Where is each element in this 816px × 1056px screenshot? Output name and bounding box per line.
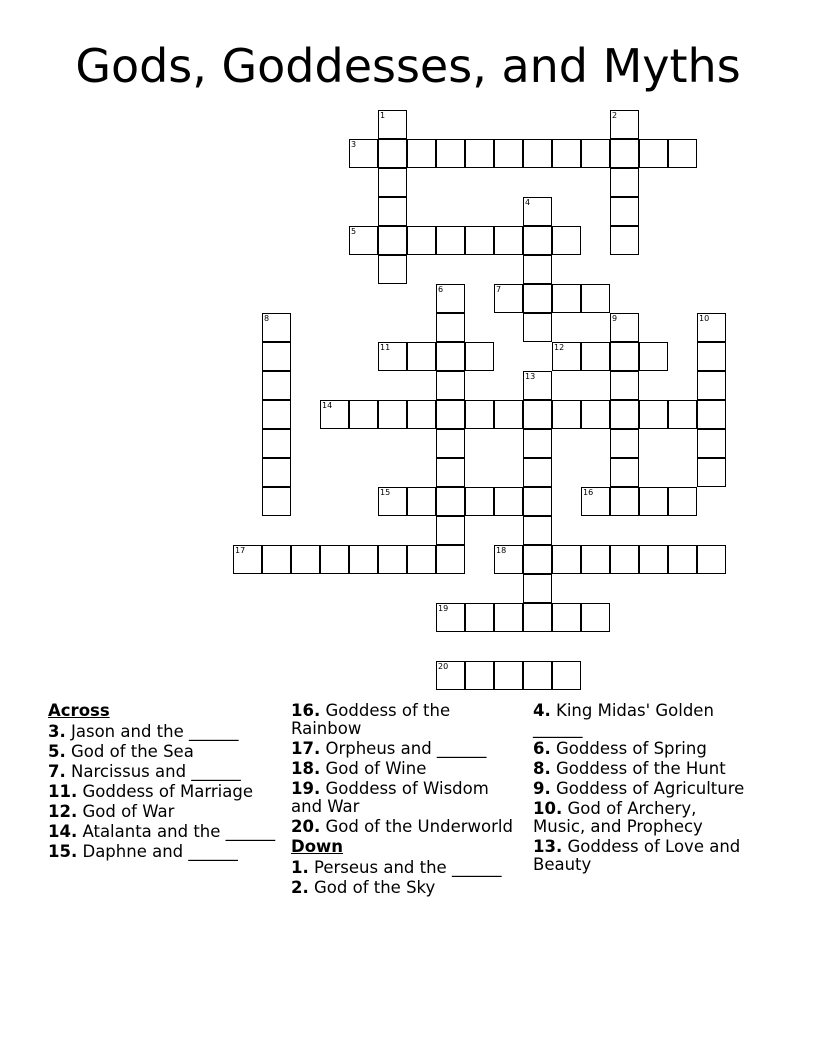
clues-column-1 — [48, 702, 276, 863]
grid-cell[interactable] — [639, 545, 668, 574]
clue-text: God of the Underworld — [325, 817, 513, 836]
grid-cell[interactable] — [262, 545, 291, 574]
clue-text: God of the Sea — [71, 742, 194, 761]
grid-cell[interactable] — [610, 226, 639, 255]
clue-number: 20 — [438, 662, 449, 671]
clue-number: 3 — [351, 140, 357, 149]
grid-cell[interactable] — [436, 139, 465, 168]
clue-text: Jason and the ______ — [71, 722, 239, 741]
clue-number: 9 — [612, 314, 618, 323]
grid-cell[interactable] — [494, 661, 523, 690]
clue-number: 8 — [264, 314, 270, 323]
grid-cell[interactable] — [465, 661, 494, 690]
clue-number: 8. — [533, 759, 551, 778]
clue-text: Goddess of Spring — [556, 739, 707, 758]
clue-item — [291, 818, 523, 836]
clue-text: God of Archery, Music, and Prophecy — [533, 799, 703, 836]
grid-cell[interactable] — [581, 400, 610, 429]
grid-cell[interactable] — [436, 661, 465, 690]
grid-cell[interactable] — [378, 226, 407, 255]
grid-cell[interactable] — [407, 139, 436, 168]
grid-cell[interactable] — [581, 603, 610, 632]
clue-number: 13. — [533, 837, 563, 856]
grid-cell[interactable] — [639, 487, 668, 516]
clue-number: 17 — [235, 546, 246, 555]
clue-item — [533, 702, 748, 738]
clue-number: 4 — [525, 198, 531, 207]
clue-number: 15. — [48, 842, 78, 861]
clues-column-3 — [533, 702, 748, 876]
grid-cell[interactable] — [610, 487, 639, 516]
clue-item — [533, 780, 748, 798]
grid-cell[interactable] — [668, 400, 697, 429]
grid-cell[interactable] — [523, 458, 552, 487]
clue-text: God of the Sky — [314, 878, 436, 897]
grid-cell[interactable] — [494, 545, 523, 574]
grid-cell[interactable] — [523, 284, 552, 313]
grid-cell[interactable] — [610, 458, 639, 487]
grid-cell[interactable] — [523, 545, 552, 574]
clue-item — [533, 740, 748, 758]
clue-number: 12 — [554, 343, 565, 352]
grid-cell[interactable] — [610, 545, 639, 574]
grid-cell[interactable] — [349, 139, 378, 168]
clue-item — [291, 879, 523, 897]
grid-cell[interactable] — [697, 458, 726, 487]
clue-number: 2. — [291, 878, 309, 897]
grid-cell[interactable] — [697, 429, 726, 458]
clue-item — [291, 740, 523, 758]
clue-item — [48, 763, 276, 781]
page-title: Gods, Goddesses, and Myths — [75, 39, 741, 93]
clue-text: Orpheus and ______ — [325, 739, 487, 758]
grid-cell[interactable] — [436, 371, 465, 400]
grid-cell[interactable] — [407, 487, 436, 516]
clue-number: 6. — [533, 739, 551, 758]
grid-cell[interactable] — [436, 429, 465, 458]
grid-cell[interactable] — [262, 342, 291, 371]
clue-number: 17. — [291, 739, 321, 758]
clue-number: 18 — [496, 546, 507, 555]
grid-cell[interactable] — [523, 661, 552, 690]
grid-cell[interactable] — [378, 487, 407, 516]
clue-number: 20. — [291, 817, 321, 836]
grid-cell[interactable] — [465, 139, 494, 168]
clue-number: 13 — [525, 372, 536, 381]
grid-cell[interactable] — [349, 545, 378, 574]
grid-cell[interactable] — [465, 603, 494, 632]
clue-number: 1 — [380, 111, 386, 120]
grid-cell[interactable] — [610, 371, 639, 400]
grid-cell[interactable] — [436, 313, 465, 342]
clue-number: 19. — [291, 779, 321, 798]
clue-number: 9. — [533, 779, 551, 798]
grid-cell[interactable] — [697, 371, 726, 400]
grid-cell[interactable] — [436, 342, 465, 371]
clue-item — [48, 723, 276, 741]
clues-column-2 — [291, 702, 523, 899]
grid-cell[interactable] — [639, 342, 668, 371]
grid-cell[interactable] — [523, 255, 552, 284]
grid-cell[interactable] — [552, 400, 581, 429]
clue-item — [533, 760, 748, 778]
grid-cell[interactable] — [233, 545, 262, 574]
grid-cell[interactable] — [465, 226, 494, 255]
grid-cell[interactable] — [262, 458, 291, 487]
clue-number: 7 — [496, 285, 502, 294]
grid-cell[interactable] — [610, 313, 639, 342]
grid-cell[interactable] — [581, 342, 610, 371]
grid-cell[interactable] — [378, 110, 407, 139]
grid-cell[interactable] — [610, 400, 639, 429]
clue-number: 11 — [380, 343, 391, 352]
grid-cell[interactable] — [581, 545, 610, 574]
clue-item — [533, 800, 748, 836]
grid-cell[interactable] — [523, 313, 552, 342]
clue-number: 16. — [291, 701, 321, 720]
grid-cell[interactable] — [523, 574, 552, 603]
clue-item — [48, 823, 276, 841]
clue-number: 6 — [438, 285, 444, 294]
grid-cell[interactable] — [436, 226, 465, 255]
grid-cell[interactable] — [436, 516, 465, 545]
grid-cell[interactable] — [436, 400, 465, 429]
grid-cell[interactable] — [552, 342, 581, 371]
clue-item — [48, 803, 276, 821]
grid-cell[interactable] — [349, 400, 378, 429]
grid-cell[interactable] — [523, 139, 552, 168]
clue-text: Goddess of the Rainbow — [291, 701, 451, 738]
clue-number: 10 — [699, 314, 710, 323]
clue-item — [291, 702, 523, 738]
grid-cell[interactable] — [494, 226, 523, 255]
grid-cell[interactable] — [407, 226, 436, 255]
grid-cell[interactable] — [639, 400, 668, 429]
grid-cell[interactable] — [668, 545, 697, 574]
grid-cell[interactable] — [407, 342, 436, 371]
grid-cell[interactable] — [378, 168, 407, 197]
clue-number: 11. — [48, 782, 78, 801]
grid-cell[interactable] — [291, 545, 320, 574]
clue-text: Goddess of Love and Beauty — [533, 837, 741, 874]
grid-cell[interactable] — [262, 313, 291, 342]
grid-cell[interactable] — [407, 545, 436, 574]
clue-text: Goddess of Wisdom and War — [291, 779, 489, 816]
grid-cell[interactable] — [610, 197, 639, 226]
grid-cell[interactable] — [378, 545, 407, 574]
clue-text: God of Wine — [325, 759, 427, 778]
grid-cell[interactable] — [262, 487, 291, 516]
grid-cell[interactable] — [262, 400, 291, 429]
grid-cell[interactable] — [610, 429, 639, 458]
grid-cell[interactable] — [523, 429, 552, 458]
grid-cell[interactable] — [697, 313, 726, 342]
clue-text: Goddess of Agriculture — [556, 779, 745, 798]
grid-cell[interactable] — [494, 400, 523, 429]
grid-cell[interactable] — [523, 516, 552, 545]
grid-cell[interactable] — [320, 545, 349, 574]
clue-number: 16 — [583, 488, 594, 497]
grid-cell[interactable] — [262, 371, 291, 400]
clue-text: Perseus and the ______ — [314, 858, 502, 877]
clue-text: King Midas' Golden ______ — [533, 701, 714, 738]
grid-cell[interactable] — [552, 226, 581, 255]
grid-cell[interactable] — [436, 284, 465, 313]
grid-cell[interactable] — [552, 284, 581, 313]
clue-text: God of War — [82, 802, 175, 821]
clue-number: 4. — [533, 701, 551, 720]
grid-cell[interactable] — [494, 487, 523, 516]
grid-cell[interactable] — [581, 487, 610, 516]
clue-number: 19 — [438, 604, 449, 613]
grid-cell[interactable] — [378, 255, 407, 284]
grid-cell[interactable] — [581, 284, 610, 313]
grid-cell[interactable] — [668, 139, 697, 168]
grid-cell[interactable] — [494, 603, 523, 632]
grid-cell[interactable] — [610, 342, 639, 371]
clue-number: 1. — [291, 858, 309, 877]
grid-cell[interactable] — [523, 197, 552, 226]
grid-cell[interactable] — [668, 487, 697, 516]
grid-cell[interactable] — [523, 603, 552, 632]
grid-cell[interactable] — [523, 487, 552, 516]
grid-cell[interactable] — [378, 139, 407, 168]
grid-cell[interactable] — [320, 400, 349, 429]
across-heading: Across — [48, 701, 110, 720]
grid-cell[interactable] — [639, 139, 668, 168]
grid-cell[interactable] — [552, 661, 581, 690]
grid-cell[interactable] — [523, 400, 552, 429]
clue-item — [48, 783, 276, 801]
clue-number: 18. — [291, 759, 321, 778]
clue-text: Narcissus and ______ — [71, 762, 241, 781]
grid-cell[interactable] — [349, 226, 378, 255]
grid-cell[interactable] — [610, 168, 639, 197]
grid-cell[interactable] — [262, 429, 291, 458]
grid-cell[interactable] — [465, 342, 494, 371]
grid-cell[interactable] — [697, 342, 726, 371]
clue-number: 12. — [48, 802, 78, 821]
clue-item — [48, 743, 276, 761]
clue-item — [291, 760, 523, 778]
grid-cell[interactable] — [378, 400, 407, 429]
grid-cell[interactable] — [552, 603, 581, 632]
grid-cell[interactable] — [465, 487, 494, 516]
grid-cell[interactable] — [494, 284, 523, 313]
clue-text: Goddess of Marriage — [82, 782, 253, 801]
grid-cell[interactable] — [552, 545, 581, 574]
grid-cell[interactable] — [436, 458, 465, 487]
clue-number: 3. — [48, 722, 66, 741]
clue-item — [291, 859, 523, 877]
clue-item — [291, 780, 523, 816]
clue-number: 10. — [533, 799, 563, 818]
clue-text: Atalanta and the ______ — [82, 822, 276, 841]
grid-cell[interactable] — [697, 400, 726, 429]
grid-cell[interactable] — [697, 545, 726, 574]
clue-item — [533, 838, 748, 874]
clue-text: Daphne and ______ — [82, 842, 238, 861]
grid-cell[interactable] — [523, 226, 552, 255]
grid-cell[interactable] — [552, 139, 581, 168]
clue-number: 14. — [48, 822, 78, 841]
grid-cell[interactable] — [523, 371, 552, 400]
clue-text: Goddess of the Hunt — [556, 759, 726, 778]
clue-number: 2 — [612, 111, 618, 120]
clue-number: 7. — [48, 762, 66, 781]
grid-cell[interactable] — [494, 139, 523, 168]
grid-cell[interactable] — [436, 545, 465, 574]
grid-cell[interactable] — [581, 139, 610, 168]
grid-cell[interactable] — [407, 400, 436, 429]
clue-number: 5 — [351, 227, 357, 236]
clue-item — [48, 843, 276, 861]
down-heading: Down — [291, 837, 344, 856]
grid-cell[interactable] — [378, 197, 407, 226]
grid-cell[interactable] — [436, 603, 465, 632]
clue-number: 14 — [322, 401, 333, 410]
grid-cell[interactable] — [378, 342, 407, 371]
grid-cell[interactable] — [610, 110, 639, 139]
grid-cell[interactable] — [436, 487, 465, 516]
grid-cell[interactable] — [465, 400, 494, 429]
clue-number: 5. — [48, 742, 66, 761]
clue-number: 15 — [380, 488, 391, 497]
grid-cell[interactable] — [610, 139, 639, 168]
